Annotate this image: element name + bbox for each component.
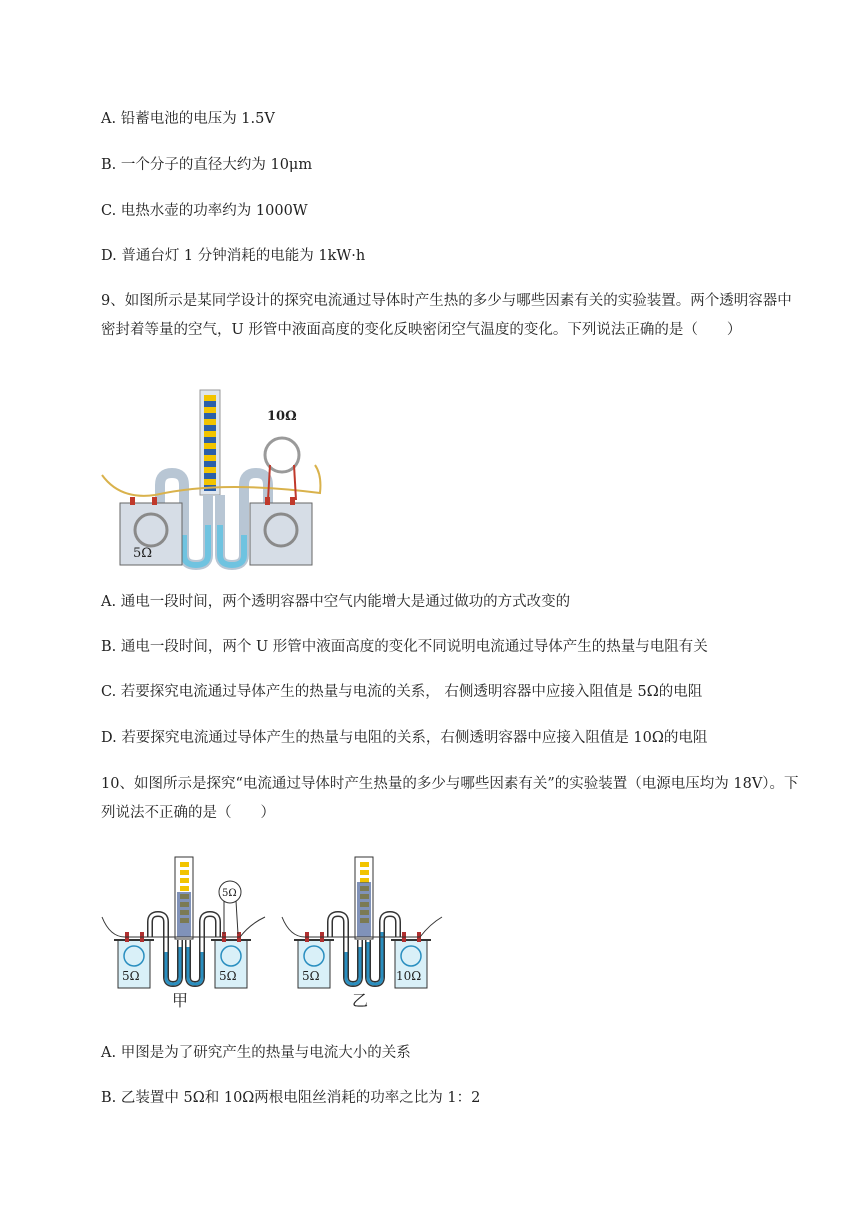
q8-option-c: C. 电热水壶的功率约为 1000W bbox=[101, 203, 308, 219]
q9-option-d: D. 若要探究电流通过导体产生的热量与电阻的关系，右侧透明容器中应接入阻值是 10Ω的电阻 bbox=[101, 730, 708, 746]
q8-option-a: A. 铅蓄电池的电压为 1.5V bbox=[101, 111, 275, 127]
yi-left-resistor-label: 5Ω bbox=[302, 969, 320, 983]
jia-left-resistor-label: 5Ω bbox=[122, 969, 140, 983]
yi-right-resistor-label: 10Ω bbox=[396, 969, 422, 983]
q8-option-b: B. 一个分子的直径大约为 10μm bbox=[101, 157, 313, 173]
q10-figure bbox=[100, 852, 445, 1012]
q8-option-d: D. 普通台灯 1 分钟消耗的电能为 1kW·h bbox=[101, 248, 366, 264]
q9-option-c: C. 若要探究电流通过导体产生的热量与电流的关系， 右侧透明容器中应接入阻值是 5Ω的电阻 bbox=[101, 684, 703, 700]
q9-option-b: B. 通电一段时间，两个 U 形管中液面高度的变化不同说明电流通过导体产生的热量与电阻有关 bbox=[101, 639, 708, 655]
right-resistor-label: 10Ω bbox=[267, 409, 297, 424]
jia-top-resistor-label: 5Ω bbox=[222, 888, 237, 899]
ruler-marks bbox=[204, 395, 216, 491]
q10-option-a: A. 甲图是为了研究产生的热量与电流大小的关系 bbox=[101, 1045, 411, 1061]
jia-caption: 甲 bbox=[172, 991, 189, 1010]
q9-option-a: A. 通电一段时间，两个透明容器中空气内能增大是通过做功的方式改变的 bbox=[101, 594, 571, 610]
yi-caption: 乙 bbox=[352, 991, 369, 1010]
q9-figure bbox=[100, 385, 325, 570]
jia-right-resistor-label: 5Ω bbox=[219, 969, 237, 983]
q9-stem: 9、如图所示是某同学设计的探究电流通过导体时产生热的多少与哪些因素有关的实验装置。两个透明容器中密封着等量的空气，U 形管中液面高度的变化反映密闭空气温度的变化。下列说法正确的是（ ） bbox=[101, 293, 792, 338]
q10-stem: 10、如图所示是探究“电流通过导体时产生热量的多少与哪些因素有关”的实验装置（电源电压均为 18V）。下列说法不正确的是（ ） bbox=[101, 776, 799, 821]
left-resistor-label: 5Ω bbox=[133, 546, 153, 561]
q10-option-b: B. 乙装置中 5Ω和 10Ω两根电阻丝消耗的功率之比为 1：2 bbox=[101, 1090, 481, 1106]
right-container bbox=[250, 503, 312, 565]
